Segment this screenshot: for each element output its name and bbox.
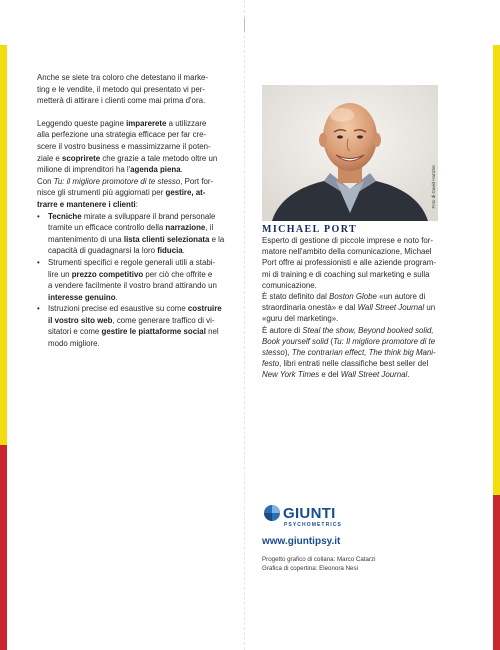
giunti-logo-icon — [262, 502, 362, 528]
photo-credit: Foto di David Hartzler — [431, 165, 436, 209]
bio-line: New York Times e del Wall Street Journal. — [262, 370, 410, 380]
bio-line: Port offre ai professionisti e alle aziende program- — [262, 258, 436, 268]
author-name: MICHAEL PORT — [262, 224, 358, 235]
bio-line: Book yourself solid (Tu: Il migliore promotore di te — [262, 336, 436, 346]
blurb-line: alla perfezione una strategia efficace per far cre- — [37, 130, 207, 140]
paragraph-gap — [37, 107, 245, 118]
list-item: • Tecniche mirate a sviluppare il brand personale tramite un efficace controllo della narrazione, il mantenimento di una lista clienti selezionata e la capacità di guadagnarsi la loro fiducia. — [37, 211, 245, 257]
feature-list — [37, 211, 245, 350]
bio-line: stesso), The contrarian effect, The think big Mani- — [262, 348, 436, 358]
right-edge-red-band — [493, 495, 500, 650]
bio-line: Esperto di gestione di piccole imprese e noto for- — [262, 236, 434, 245]
blurb-line: scere il vostro business e massimizzarne il poten- — [37, 141, 211, 151]
back-cover-blurb — [37, 72, 245, 350]
blurb-line: Leggendo queste pagine imparerete a utilizzare — [37, 118, 207, 128]
publisher-website: www.giuntipsy.it — [262, 536, 341, 547]
bio-line: È stato definito dal Boston Globe «un autore di — [262, 292, 426, 302]
left-edge-yellow-band — [0, 45, 7, 445]
bio-line: festo, libri entrati nelle classifiche best seller del — [262, 359, 429, 369]
list-item: • Istruzioni precise ed esaustive su come costruire il vostro sito web, come generare traffico di vi- sitatori e come gestire le piattaforme social nel modo migliore. — [37, 303, 245, 349]
bio-line: matore nell'ambito della comunicazione, Michael — [262, 247, 432, 257]
credit-line: Progetto grafico di collana: Marco Catarzi — [262, 556, 376, 563]
left-edge-red-band — [0, 445, 7, 650]
author-bio — [262, 235, 476, 381]
author-photo — [262, 85, 438, 221]
blurb-line: trarre e mantenere i clienti: — [37, 199, 138, 209]
author-portrait-illustration — [262, 85, 438, 221]
blurb-line: Anche se siete tra coloro che detestano il marke- — [37, 73, 209, 82]
right-edge-yellow-band — [493, 45, 500, 495]
blurb-line: metterà di attirare i clienti come mai prima d'ora. — [37, 96, 206, 106]
bio-line: mi di training e di coaching sul marketing e sulla — [262, 269, 430, 279]
blurb-line: Con Tu: il migliore promotore di te stesso, Port for- — [37, 176, 214, 186]
credit-line: Grafica di copertina: Eleonora Nesi — [262, 565, 358, 572]
list-item: • Strumenti specifici e regole generali utili a stabi- lire un prezzo competitivo per ciò che offrite e a vendere facilmente il vostro brand attirando un interesse genuino. — [37, 257, 245, 303]
giunti-psychometrics-logo — [262, 502, 362, 528]
blurb-line: milione di imprenditori ha l'agenda piena. — [37, 165, 183, 175]
bio-line: È autore di Steal the show, Beyond booked solid, — [262, 325, 434, 335]
logo-subtitle: PSYCHOMETRICS — [284, 522, 342, 528]
blurb-line: ting e le vendite, il metodo qui presentato vi per- — [37, 84, 205, 94]
logo-wordmark: GIUNTI — [283, 505, 336, 522]
bio-line: «guru del marketing». — [262, 314, 339, 324]
blurb-line: ziale e scoprirete che grazie a tale metodo oltre un — [37, 153, 218, 163]
blurb-line: nisce gli strumenti più aggiornati per gestire, at- — [37, 188, 206, 198]
bio-line: straordinaria onestà» e dal Wall Street Journal un — [262, 303, 436, 313]
spine-tick-mark — [244, 18, 245, 32]
design-credits — [262, 555, 376, 573]
bio-line: comunicazione. — [262, 280, 317, 290]
